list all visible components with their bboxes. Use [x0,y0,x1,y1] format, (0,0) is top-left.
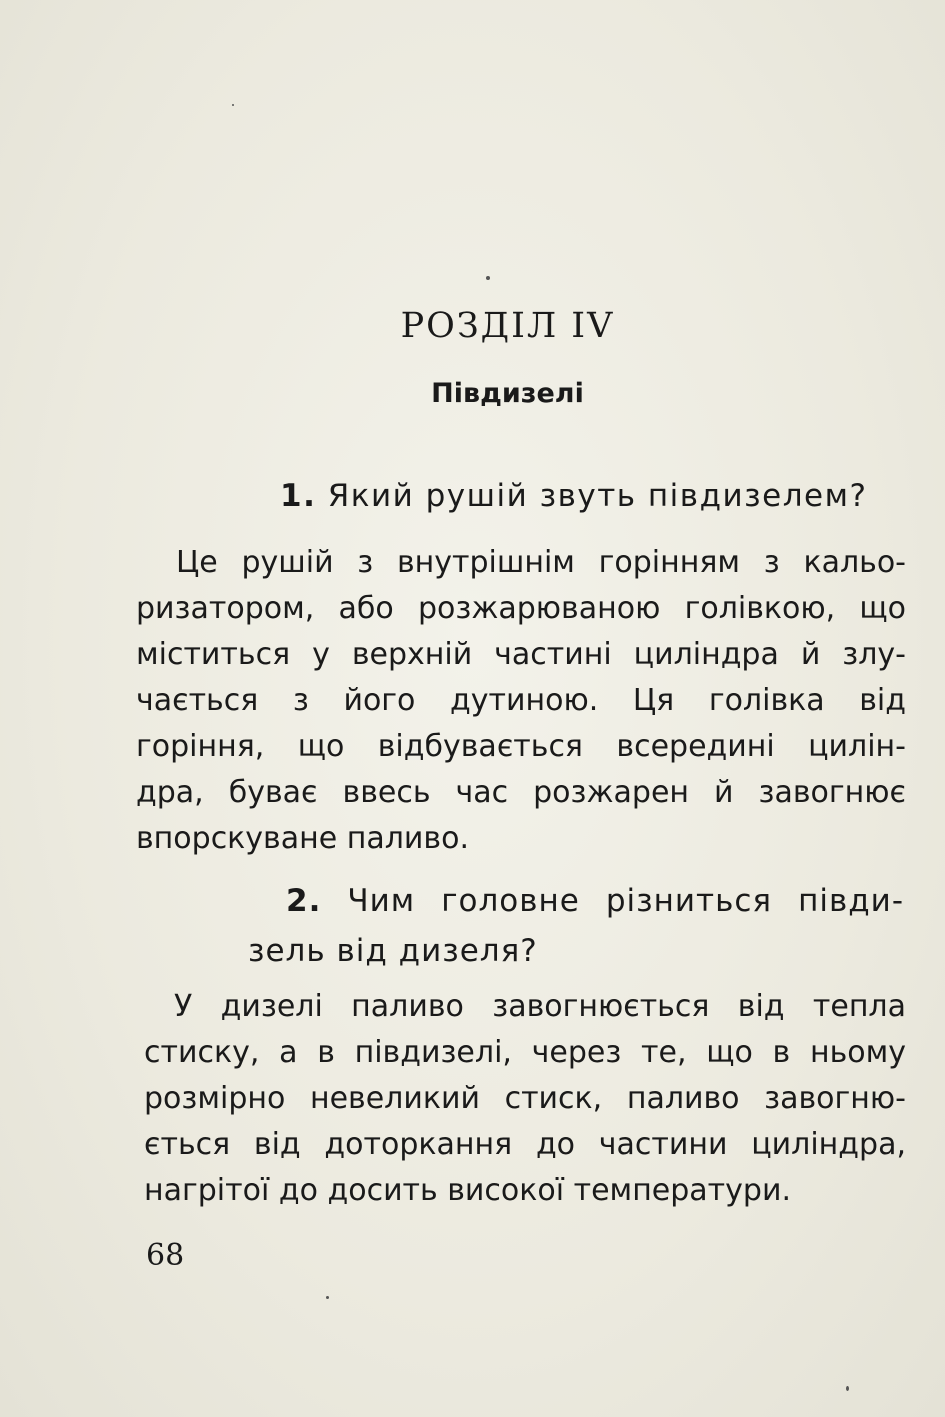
question-2 [248,876,904,976]
answer-line: ється від доторкання до частини циліндра, [144,1127,906,1162]
answer-line: розмірно невеликий стиск, паливо завогню- [144,1081,906,1116]
answer-line: ризатором, або розжарюваною голівкою, що [136,591,906,626]
question-2-text: Чим головне різниться півди- [347,883,905,919]
answer-line: впорскуване паливо. [136,821,469,856]
answer-line: міститься у верхній частині циліндра й злу- [136,637,906,672]
question-1-line [280,478,902,514]
question-2-line [248,876,904,926]
answer-line: нагрітої до досить високої температури. [144,1173,791,1208]
paper-speck [232,104,234,106]
paper-speck [486,276,490,280]
question-1 [280,478,902,514]
paper-speck [326,1296,329,1299]
answer-line: У дизелі паливо завогнюється від тепла [174,989,906,1024]
chapter-subtitle: Півдизелі [431,378,584,409]
question-2-line: зель від дизеля? [248,933,538,969]
question-2-number: 2. [286,883,322,919]
answer-line: горіння, що відбувається всередині цилін- [136,729,906,764]
answer-line: чається з його дутиною. Ця голівка від [136,683,906,718]
question-1-number: 1. [280,478,317,514]
answer-line: дра, буває ввесь час розжарен й завогнює [136,775,906,810]
question-1-text: Який рушій звуть півдизелем? [327,478,868,514]
answer-2 [144,984,906,1214]
paper-speck [846,1386,849,1391]
chapter-title: РОЗДІЛ IV [400,306,615,346]
answer-1 [136,540,906,862]
answer-line: стиску, а в півдизелі, через те, що в ньому [144,1035,906,1070]
page-number: 68 [146,1238,185,1273]
answer-line: Це рушій з внутрішнім горінням з кальо- [176,545,906,580]
